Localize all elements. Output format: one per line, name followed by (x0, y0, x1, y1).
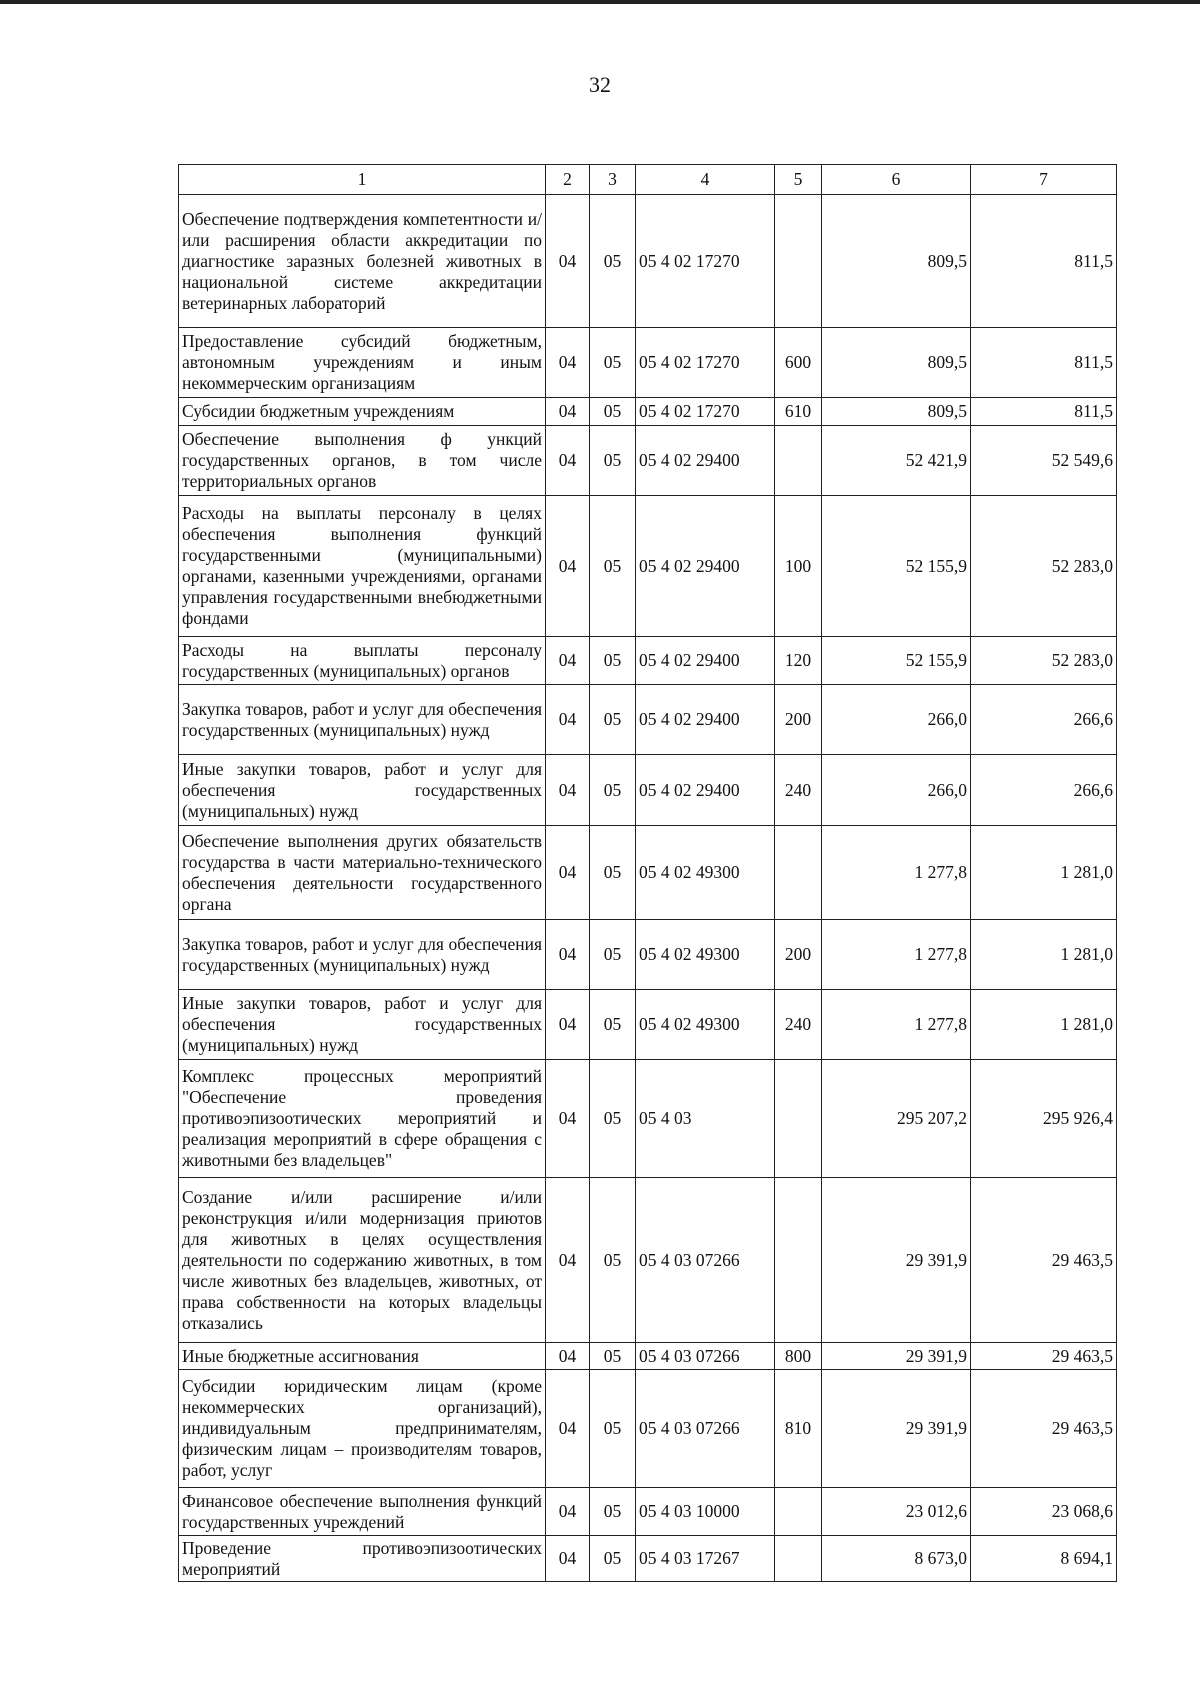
cell-target-article: 05 4 02 29400 (636, 685, 775, 755)
cell-amount-year1: 809,5 (822, 398, 971, 426)
table-row (179, 755, 1117, 826)
cell-expense-type (775, 1178, 822, 1343)
cell-expense-type: 100 (775, 496, 822, 637)
cell-amount-year1: 1 277,8 (822, 990, 971, 1060)
table-row (179, 1060, 1117, 1178)
row-name: Расходы на выплаты персоналу государственных (муниципальных) органов (179, 637, 546, 685)
cell-subsection: 05 (590, 328, 636, 398)
cell-amount-year1: 295 207,2 (822, 1060, 971, 1178)
row-name: Проведение противоэпизоотических мероприятий (179, 1536, 546, 1582)
cell-expense-type: 800 (775, 1343, 822, 1370)
cell-amount-year2: 29 463,5 (971, 1178, 1117, 1343)
budget-table (178, 164, 1117, 1582)
column-header-3: 3 (590, 165, 636, 195)
row-name: Иные бюджетные ассигнования (179, 1343, 546, 1370)
cell-expense-type: 610 (775, 398, 822, 426)
cell-section: 04 (546, 1488, 590, 1536)
table-row (179, 1343, 1117, 1370)
cell-section: 04 (546, 685, 590, 755)
cell-expense-type: 240 (775, 990, 822, 1060)
cell-amount-year1: 29 391,9 (822, 1343, 971, 1370)
cell-section: 04 (546, 1536, 590, 1582)
table-row (179, 637, 1117, 685)
cell-amount-year2: 29 463,5 (971, 1343, 1117, 1370)
cell-subsection: 05 (590, 1536, 636, 1582)
cell-subsection: 05 (590, 826, 636, 920)
table-row (179, 826, 1117, 920)
table-row (179, 195, 1117, 328)
cell-amount-year1: 809,5 (822, 195, 971, 328)
column-header-7: 7 (971, 165, 1117, 195)
cell-subsection: 05 (590, 398, 636, 426)
cell-expense-type: 120 (775, 637, 822, 685)
cell-expense-type (775, 1488, 822, 1536)
cell-expense-type: 600 (775, 328, 822, 398)
cell-subsection: 05 (590, 685, 636, 755)
cell-subsection: 05 (590, 496, 636, 637)
row-name: Закупка товаров, работ и услуг для обеспечения государственных (муниципальных) нужд (179, 920, 546, 990)
table-header (179, 165, 1117, 195)
cell-target-article: 05 4 02 49300 (636, 826, 775, 920)
cell-target-article: 05 4 03 (636, 1060, 775, 1178)
table-row (179, 1178, 1117, 1343)
cell-section: 04 (546, 826, 590, 920)
cell-target-article: 05 4 03 07266 (636, 1370, 775, 1488)
row-name: Обеспечение выполнения других обязательств государства в части материально-технического обеспечения деятельности государственного органа (179, 826, 546, 920)
cell-section: 04 (546, 1343, 590, 1370)
cell-amount-year2: 811,5 (971, 398, 1117, 426)
cell-section: 04 (546, 328, 590, 398)
cell-subsection: 05 (590, 920, 636, 990)
page-number: 32 (589, 72, 611, 97)
row-name: Расходы на выплаты персоналу в целях обеспечения выполнения функций государственными (муниципальными) органами, казенными учреждениями, органами управления государственными внебюджетными фондами (179, 496, 546, 637)
cell-subsection: 05 (590, 1178, 636, 1343)
table-row (179, 496, 1117, 637)
cell-target-article: 05 4 02 49300 (636, 990, 775, 1060)
cell-subsection: 05 (590, 426, 636, 496)
cell-target-article: 05 4 02 17270 (636, 328, 775, 398)
cell-section: 04 (546, 920, 590, 990)
row-name: Субсидии бюджетным учреждениям (179, 398, 546, 426)
cell-expense-type (775, 1536, 822, 1582)
row-name: Иные закупки товаров, работ и услуг для обеспечения государственных (муниципальных) нужд (179, 990, 546, 1060)
row-name: Иные закупки товаров, работ и услуг для обеспечения государственных (муниципальных) нужд (179, 755, 546, 826)
cell-amount-year1: 266,0 (822, 685, 971, 755)
cell-target-article: 05 4 02 29400 (636, 637, 775, 685)
table-row (179, 1536, 1117, 1582)
cell-target-article: 05 4 02 17270 (636, 398, 775, 426)
cell-target-article: 05 4 03 07266 (636, 1178, 775, 1343)
cell-expense-type: 810 (775, 1370, 822, 1488)
cell-amount-year1: 52 155,9 (822, 637, 971, 685)
cell-amount-year2: 23 068,6 (971, 1488, 1117, 1536)
cell-subsection: 05 (590, 1343, 636, 1370)
cell-section: 04 (546, 755, 590, 826)
cell-amount-year2: 8 694,1 (971, 1536, 1117, 1582)
cell-amount-year1: 1 277,8 (822, 920, 971, 990)
row-name: Закупка товаров, работ и услуг для обеспечения государственных (муниципальных) нужд (179, 685, 546, 755)
table-row (179, 685, 1117, 755)
cell-target-article: 05 4 02 29400 (636, 426, 775, 496)
cell-subsection: 05 (590, 637, 636, 685)
cell-expense-type: 240 (775, 755, 822, 826)
table-row (179, 920, 1117, 990)
table-row (179, 398, 1117, 426)
cell-section: 04 (546, 195, 590, 328)
cell-amount-year2: 266,6 (971, 755, 1117, 826)
row-name: Предоставление субсидий бюджетным, автономным учреждениям и иным некоммерческим организациям (179, 328, 546, 398)
cell-amount-year2: 52 283,0 (971, 496, 1117, 637)
cell-amount-year1: 23 012,6 (822, 1488, 971, 1536)
cell-amount-year2: 1 281,0 (971, 920, 1117, 990)
row-name: Комплекс процессных мероприятий "Обеспечение проведения противоэпизоотических мероприятий и реализация мероприятий в сфере обращения с животными без владельцев" (179, 1060, 546, 1178)
row-name: Создание и/или расширение и/или реконструкция и/или модернизация приютов для животных в целях осуществления деятельности по содержанию животных, в том числе животных без владельцев, животных, от права собственности на которых владельцы отказались (179, 1178, 546, 1343)
row-name: Обеспечение выполнения ф ункций государственных органов, в том числе территориальных органов (179, 426, 546, 496)
column-header-6: 6 (822, 165, 971, 195)
cell-section: 04 (546, 496, 590, 637)
column-header-5: 5 (775, 165, 822, 195)
cell-amount-year1: 52 421,9 (822, 426, 971, 496)
cell-amount-year1: 809,5 (822, 328, 971, 398)
column-header-1: 1 (179, 165, 546, 195)
header-row (179, 165, 1117, 195)
cell-expense-type: 200 (775, 920, 822, 990)
cell-expense-type (775, 826, 822, 920)
row-name: Финансовое обеспечение выполнения функций государственных учреждений (179, 1488, 546, 1536)
column-header-2: 2 (546, 165, 590, 195)
table-body (179, 195, 1117, 1582)
row-name: Субсидии юридическим лицам (кроме некоммерческих организаций), индивидуальным предпринимателям, физическим лицам – производителям товаров, работ, услуг (179, 1370, 546, 1488)
cell-section: 04 (546, 637, 590, 685)
cell-amount-year1: 8 673,0 (822, 1536, 971, 1582)
cell-subsection: 05 (590, 1488, 636, 1536)
cell-subsection: 05 (590, 990, 636, 1060)
cell-amount-year2: 52 549,6 (971, 426, 1117, 496)
cell-amount-year1: 1 277,8 (822, 826, 971, 920)
cell-amount-year2: 295 926,4 (971, 1060, 1117, 1178)
cell-amount-year2: 266,6 (971, 685, 1117, 755)
cell-target-article: 05 4 02 17270 (636, 195, 775, 328)
table-row (179, 1370, 1117, 1488)
table-row (179, 1488, 1117, 1536)
cell-target-article: 05 4 03 07266 (636, 1343, 775, 1370)
cell-expense-type (775, 426, 822, 496)
table-row (179, 990, 1117, 1060)
cell-target-article: 05 4 03 10000 (636, 1488, 775, 1536)
cell-target-article: 05 4 02 49300 (636, 920, 775, 990)
cell-amount-year2: 811,5 (971, 195, 1117, 328)
row-name: Обеспечение подтверждения компетентности и/или расширения области аккредитации по диагностике заразных болезней животных в национальной системе аккредитации ветеринарных лабораторий (179, 195, 546, 328)
cell-subsection: 05 (590, 195, 636, 328)
cell-subsection: 05 (590, 755, 636, 826)
table-row (179, 426, 1117, 496)
cell-amount-year2: 52 283,0 (971, 637, 1117, 685)
cell-subsection: 05 (590, 1370, 636, 1488)
cell-section: 04 (546, 1178, 590, 1343)
cell-section: 04 (546, 1060, 590, 1178)
cell-expense-type: 200 (775, 685, 822, 755)
cell-amount-year1: 52 155,9 (822, 496, 971, 637)
cell-amount-year2: 29 463,5 (971, 1370, 1117, 1488)
cell-amount-year1: 29 391,9 (822, 1370, 971, 1488)
cell-amount-year2: 1 281,0 (971, 826, 1117, 920)
cell-amount-year1: 266,0 (822, 755, 971, 826)
table-row (179, 328, 1117, 398)
cell-amount-year2: 1 281,0 (971, 990, 1117, 1060)
cell-expense-type (775, 1060, 822, 1178)
cell-target-article: 05 4 03 17267 (636, 1536, 775, 1582)
top-border-line (0, 0, 1200, 4)
cell-target-article: 05 4 02 29400 (636, 496, 775, 637)
column-header-4: 4 (636, 165, 775, 195)
cell-amount-year2: 811,5 (971, 328, 1117, 398)
cell-amount-year1: 29 391,9 (822, 1178, 971, 1343)
cell-target-article: 05 4 02 29400 (636, 755, 775, 826)
cell-section: 04 (546, 426, 590, 496)
cell-expense-type (775, 195, 822, 328)
cell-section: 04 (546, 1370, 590, 1488)
cell-section: 04 (546, 990, 590, 1060)
cell-subsection: 05 (590, 1060, 636, 1178)
cell-section: 04 (546, 398, 590, 426)
